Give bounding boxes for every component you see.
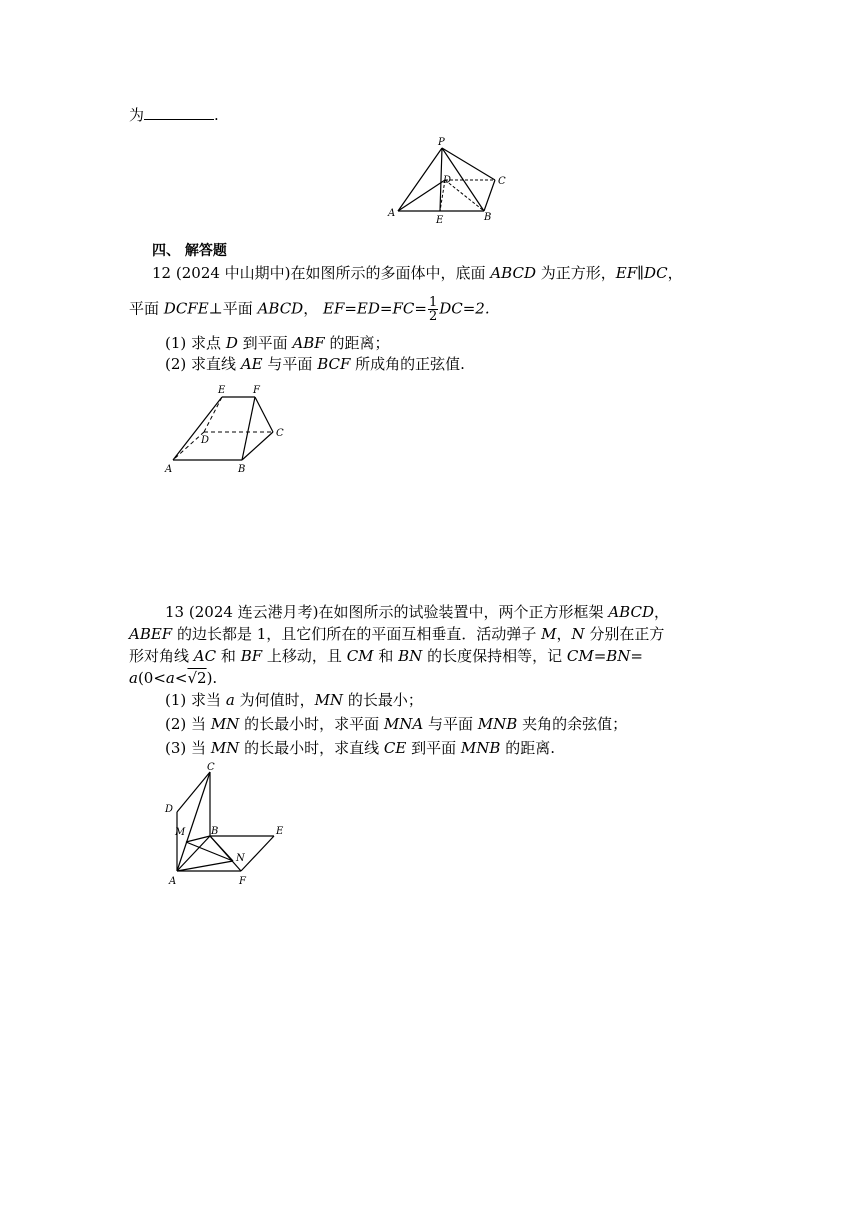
q13-line3: 形对角线 AC 和 BF 上移动，且 CM 和 BN 的长度保持相等，记 CM=BN= <box>129 647 643 665</box>
label-B: B <box>238 464 246 475</box>
label-F: F <box>253 385 260 396</box>
q13-sub1: (1) 求当 a 为何值时，MN 的长最小； <box>165 691 423 709</box>
label-A: A <box>169 876 177 887</box>
figure-pyramid <box>380 132 510 228</box>
label-D: D <box>201 435 210 446</box>
label-F: F <box>239 876 246 887</box>
figure-polyhedron <box>160 380 300 480</box>
label-P: P <box>438 137 445 148</box>
figure-squares <box>155 760 295 890</box>
label-E: E <box>218 385 226 396</box>
label-A: A <box>165 464 173 475</box>
section-title: 四、 解答题 <box>152 243 227 259</box>
q13-line1: 13 (2024 连云港月考)在如图所示的试验装置中，两个正方形框架 ABCD， <box>165 603 669 621</box>
label-N: N <box>236 853 245 864</box>
label-C: C <box>498 176 506 187</box>
q11-answer-line: 为 . <box>129 106 219 124</box>
label-A: A <box>388 208 396 219</box>
q12-sub2: (2) 求直线 AE 与平面 BCF 所成角的正弦值. <box>165 355 465 373</box>
label-C: C <box>207 762 215 773</box>
q12-sub1: (1) 求点 D 到平面 ABF 的距离； <box>165 334 390 352</box>
label-C: C <box>276 428 284 439</box>
q12-line1: 12 (2024 中山期中)在如图所示的多面体中，底面 ABCD 为正方形，EF∥DC， <box>152 264 683 282</box>
q13-line4: a(0<a<√2). <box>129 669 218 687</box>
fraction-half: $\frac{1}{2}$ <box>428 295 438 324</box>
label-M: M <box>175 827 186 838</box>
q12-line2: 平面 DCFE⊥平面 ABCD， EF=ED=FC= $\frac{1}{2}$ DC=2. <box>129 295 490 324</box>
q13-sub3: (3) 当 MN 的长最小时，求直线 CE 到平面 MNB 的距离. <box>165 739 555 757</box>
label-D: D <box>443 175 452 186</box>
label-B: B <box>484 212 492 223</box>
label-D: D <box>165 804 174 815</box>
label-E: E <box>276 826 284 837</box>
q13-line2: ABEF 的边长都是 1，且它们所在的平面互相垂直．活动弹子 M，N 分别在正方 <box>129 625 665 643</box>
answer-blank <box>144 105 214 120</box>
label-B: B <box>211 826 219 837</box>
label-E: E <box>436 215 444 226</box>
q13-sub2: (2) 当 MN 的长最小时，求平面 MNA 与平面 MNB 夹角的余弦值； <box>165 715 628 733</box>
